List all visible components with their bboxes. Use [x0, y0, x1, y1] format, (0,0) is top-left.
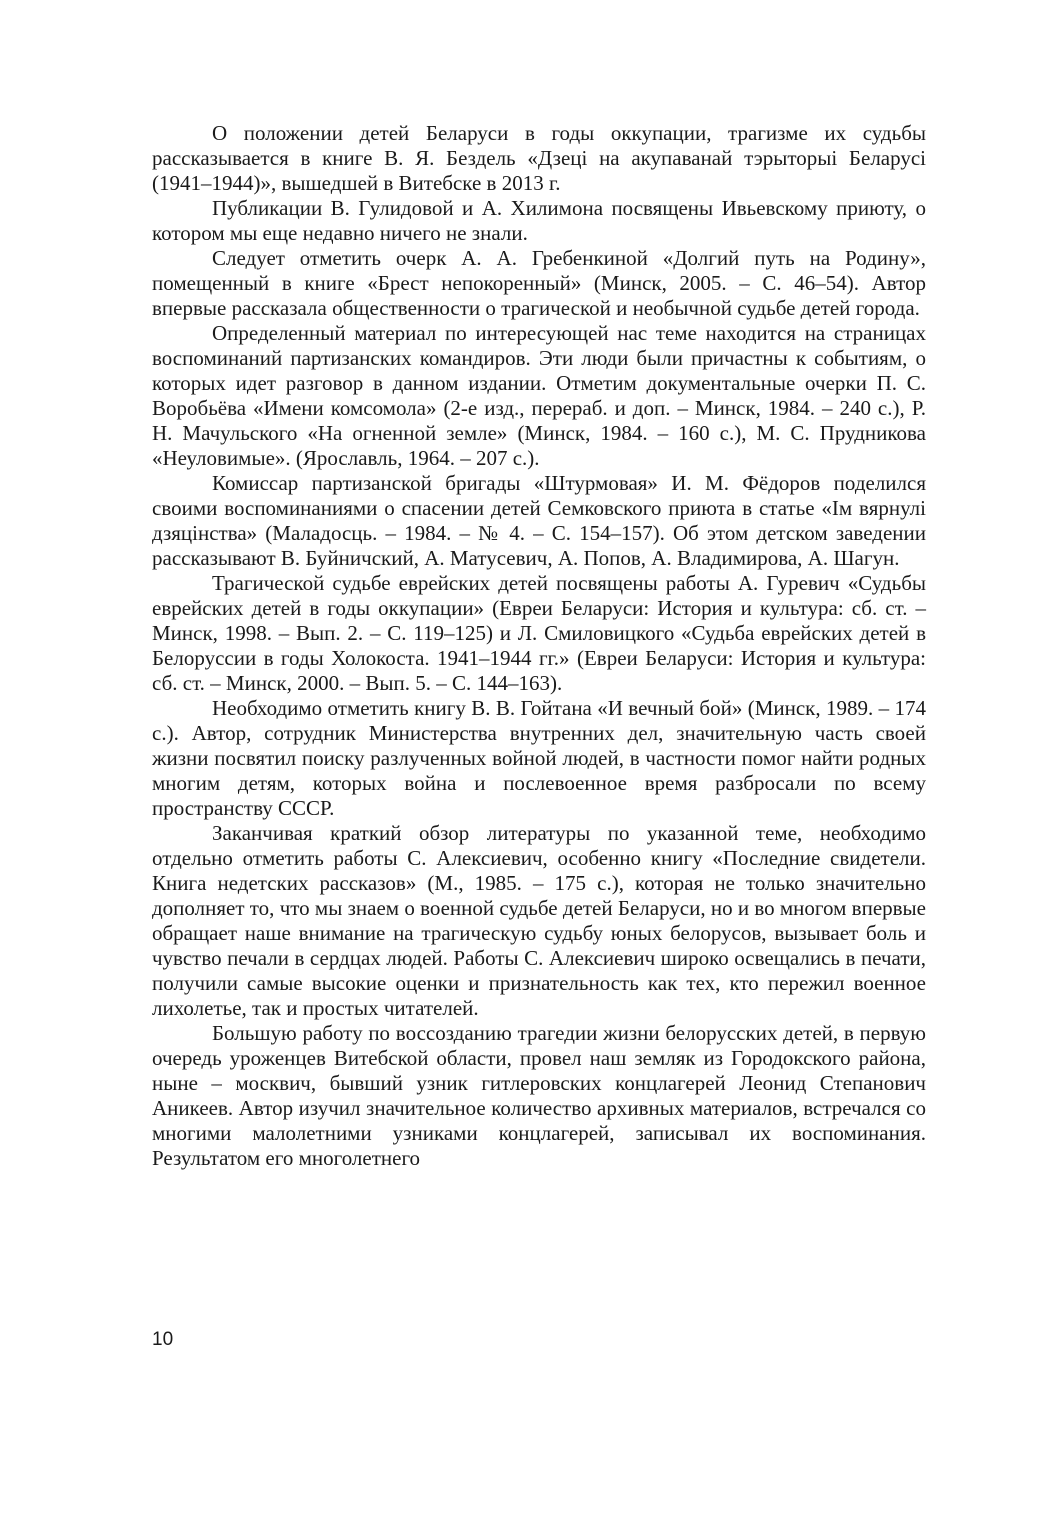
paragraph: Трагической судьбе еврейских детей посвящены работы А. Гуревич «Судьбы еврейских детей в годы оккупации» (Евреи Беларуси: История и культура: сб. ст. – Минск, 1998. – Вып. 2. – С. 119–125) и Л. Смиловицкого «Судьба еврейских детей в Белоруссии в годы Холокоста. 1941–1944 гг.» (Евреи Беларуси: История и культура: сб. ст. – Минск, 2000. – Вып. 5. – С. 144–163).: [152, 571, 926, 695]
paragraph: О положении детей Беларуси в годы оккупации, трагизме их судьбы рассказывается в книге В. Я. Бездель «Дзеці на акупаванай тэрыторыі Беларусі (1941–1944)», вышедшей в Витебске в 2013 г.: [152, 121, 926, 195]
page-number: 10: [152, 1329, 174, 1350]
body-text: [152, 121, 926, 1171]
paragraph: Следует отметить очерк А. А. Гребенкиной «Долгий путь на Родину», помещенный в книге «Брест непокоренный» (Минск, 2005. – С. 46–54). Автор впервые рассказала общественности о трагической и необычной судьбе детей города.: [152, 246, 926, 320]
paragraph: Комиссар партизанской бригады «Штурмовая» И. М. Фёдоров поделился своими воспоминаниями о спасении детей Семковского приюта в статье «Ім вярнулі дзяцінства» (Маладосць. – 1984. – № 4. – С. 154–157). Об этом детском заведении рассказывают В. Буйничский, А. Матусевич, А. Попов, А. Владимирова, А. Шагун.: [152, 471, 926, 570]
paragraph: Публикации В. Гулидовой и А. Хилимона посвящены Ивьевскому приюту, о котором мы еще недавно ничего не знали.: [152, 196, 926, 245]
paragraph: Определенный материал по интересующей нас теме находится на страницах воспоминаний партизанских командиров. Эти люди были причастны к событиям, о которых идет разговор в данном издании. Отметим документальные очерки П. С. Воробьёва «Имени комсомола» (2-е изд., перераб. и доп. – Минск, 1984. – 240 с.), Р. Н. Мачульского «На огненной земле» (Минск, 1984. – 160 с.), М. С. Прудникова «Неуловимые». (Ярославль, 1964. – 207 с.).: [152, 321, 926, 470]
paragraph: Большую работу по воссозданию трагедии жизни белорусских детей, в первую очередь уроженцев Витебской области, провел наш земляк из Городокского района, ныне – москвич, бывший узник гитлеровских концлагерей Леонид Степанович Аникеев. Автор изучил значительное количество архивных материалов, встречался со многими малолетними узниками концлагерей, записывал их воспоминания. Результатом его многолетнего: [152, 1021, 926, 1170]
paragraph: Необходимо отметить книгу В. В. Гойтана «И вечный бой» (Минск, 1989. – 174 с.). Автор, сотрудник Министерства внутренних дел, значительную часть своей жизни посвятил поиску разлученных войной людей, в частности помог найти родных многим детям, которых война и послевоенное время разбросали по всему пространству СССР.: [152, 696, 926, 820]
paragraph: Заканчивая краткий обзор литературы по указанной теме, необходимо отдельно отметить работы С. Алексиевич, особенно книгу «Последние свидетели. Книга недетских рассказов» (М., 1985. – 175 с.), которая не только значительно дополняет то, что мы знаем о военной судьбе детей Беларуси, но и во многом впервые обращает наше внимание на трагическую судьбу юных белорусов, вызывает боль и чувство печали в сердцах людей. Работы С. Алексиевич широко освещались в печати, получили самые высокие оценки и признательность как тех, кто пережил военное лихолетье, так и простых читателей.: [152, 821, 926, 1020]
